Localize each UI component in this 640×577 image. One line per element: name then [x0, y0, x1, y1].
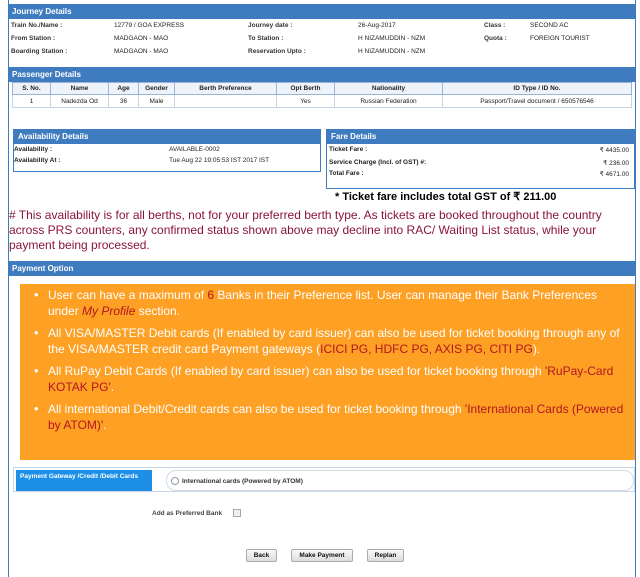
payment-info-list: [20, 284, 635, 433]
max-banks-count: 6: [207, 288, 215, 302]
total-fare-row: [327, 168, 634, 179]
boarding-station-value: MADGAON - MAO: [114, 48, 169, 55]
from-station-label: From Station :: [11, 35, 56, 42]
service-charge-label: Service Charge (Incl. of GST) #:: [329, 159, 427, 166]
passenger-details-section: [8, 67, 636, 108]
international-gateway: 'International Cards (Powered by ATOM)': [48, 402, 624, 432]
rupay-gateway: 'RuPay-Card KOTAK PG': [48, 364, 614, 394]
make-payment-button[interactable]: Make Payment: [291, 549, 353, 562]
service-charge-value: ₹ 236.00: [603, 160, 629, 167]
class-value: SECOND AC: [530, 22, 569, 29]
cell-opt-berth: Yes: [277, 95, 335, 108]
class-label: Class :: [484, 22, 506, 29]
service-charge-row: [327, 157, 634, 168]
col-sno: S. No.: [13, 83, 51, 95]
fare-details-header: Fare Details: [327, 130, 634, 144]
availability-value: AVAILABLE-0002: [169, 146, 220, 153]
add-preferred-bank-label: Add as Preferred Bank: [152, 510, 223, 517]
col-nationality: Nationality: [335, 83, 443, 95]
international-cards-radio[interactable]: [171, 477, 179, 485]
cell-id: Passport/Travel document / 650576546: [443, 95, 632, 108]
reservation-upto-value: H NIZAMUDDIN - NZM: [358, 48, 426, 55]
passenger-table-header-row: [13, 83, 632, 95]
col-id-type: ID Type / ID No.: [443, 83, 632, 95]
info-rupay: • All RuPay Debit Cards (If enabled by card issuer) can also be used for ticket booking through 'RuPay-Card KOTAK PG'.: [34, 363, 625, 395]
availability-label: Availability :: [14, 146, 53, 153]
availability-at-label: Availability At :: [14, 157, 61, 164]
availability-at-value: Tue Aug 22 19:05:53 IST 2017 IST: [169, 157, 270, 164]
payment-option-header: Payment Option: [8, 261, 636, 276]
journey-row-1: [8, 19, 636, 32]
to-station-label: To Station :: [248, 35, 284, 42]
journey-details-header: Journey Details: [8, 4, 636, 19]
col-name: Name: [51, 83, 109, 95]
info-bank-preference: • User can have a maximum of 6 Banks in their Preference list. User can manage their Bank Preferences under My Profile section.: [34, 287, 625, 319]
total-fare-label: Total Fare :: [329, 170, 364, 177]
availability-row: [14, 144, 320, 155]
cell-gender: Male: [139, 95, 175, 108]
availability-details-section: [13, 129, 321, 172]
cell-berth-preference: [175, 95, 277, 108]
availability-warning-note: # This availability is for all berths, not for your preferred berth type. As tickets are booked throughout the country across PRS counters, any confirmed status shown above may decline into RAC/ Waiting List status, while your payment being processed.: [9, 208, 602, 252]
payment-gateway-row: [13, 467, 635, 492]
journey-details-section: [8, 4, 636, 58]
ticket-fare-value: ₹ 4435.00: [599, 147, 629, 154]
total-fare-value: ₹ 4671.00: [599, 171, 629, 178]
payment-gateway-tab[interactable]: Payment Gateway /Credit /Debit Cards: [16, 470, 152, 491]
cell-nationality: Russian Federation: [335, 95, 443, 108]
journey-row-2: [8, 32, 636, 45]
international-cards-option[interactable]: [166, 470, 634, 491]
add-preferred-bank-checkbox[interactable]: [233, 509, 241, 517]
payment-info-panel: [20, 284, 635, 460]
train-value: 12779 / GOA EXPRESS: [114, 22, 185, 29]
my-profile-link[interactable]: My Profile: [82, 304, 136, 318]
from-station-value: MADGAON - MAO: [114, 35, 169, 42]
col-age: Age: [109, 83, 139, 95]
reservation-upto-label: Reservation Upto :: [248, 48, 306, 55]
boarding-station-label: Boarding Station :: [11, 48, 68, 55]
replan-button[interactable]: Replan: [367, 549, 404, 562]
journey-date-label: Journey date :: [248, 22, 293, 29]
cell-age: 36: [109, 95, 139, 108]
availability-at-row: [14, 155, 320, 166]
journey-row-3: [8, 45, 636, 58]
fare-details-section: [326, 129, 635, 189]
availability-details-header: Availability Details: [14, 130, 320, 144]
col-opt-berth: Opt Berth: [277, 83, 335, 95]
passenger-table: [12, 82, 632, 108]
col-berth-preference: Berth Preference: [175, 83, 277, 95]
to-station-value: H NIZAMUDDIN - NZM: [358, 35, 426, 42]
table-row: [13, 95, 632, 108]
cell-name: Nadezda Od: [51, 95, 109, 108]
visa-master-gateways: ICICI PG, HDFC PG, AXIS PG, CITI PG: [320, 342, 533, 356]
quota-label: Quota :: [484, 35, 507, 42]
passenger-details-header: Passenger Details: [8, 67, 636, 82]
international-cards-label: International cards (Powered by ATOM): [182, 478, 303, 485]
payment-option-section: [8, 261, 636, 276]
col-gender: Gender: [139, 83, 175, 95]
info-visa-master: • All VISA/MASTER Debit cards (If enabled by card issuer) can also be used for ticket booking through any of the VISA/MASTER credit card Payment gateways (ICICI PG, HDFC PG, AXIS PG, CITI PG).: [34, 325, 625, 357]
info-international: • All international Debit/Credit cards can also be used for ticket booking through 'International Cards (Powered by ATOM)'.: [34, 401, 625, 433]
train-label: Train No./Name :: [11, 22, 63, 29]
cell-sno: 1: [13, 95, 51, 108]
ticket-fare-row: [327, 144, 634, 155]
journey-date-value: 26-Aug-2017: [358, 22, 396, 29]
gst-note: * Ticket fare includes total GST of ₹ 211.00: [335, 191, 557, 203]
ticket-fare-label: Ticket Fare :: [329, 146, 368, 153]
quota-value: FOREIGN TOURIST: [530, 35, 590, 42]
back-button[interactable]: Back: [246, 549, 277, 562]
